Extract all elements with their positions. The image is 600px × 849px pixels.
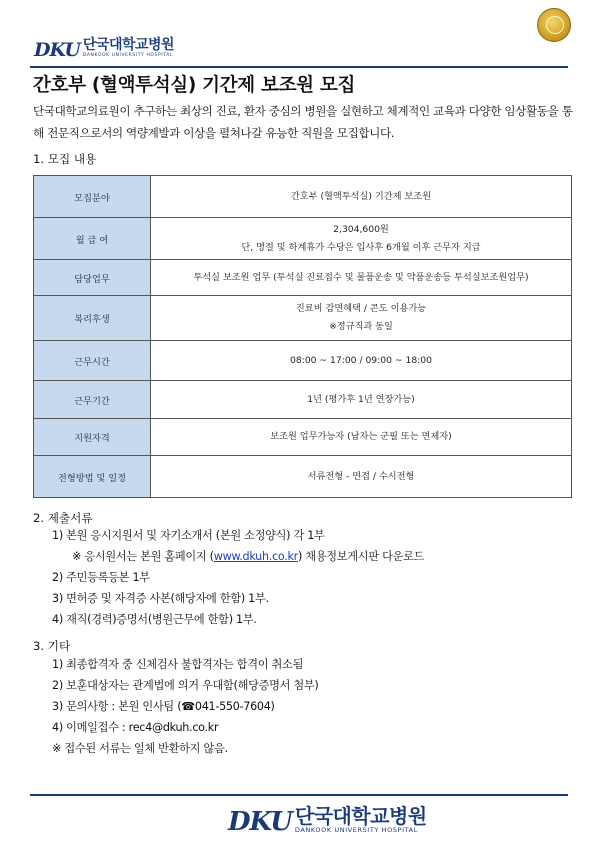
row-label: 모집분야 (34, 176, 151, 218)
row-value-line: 보조원 업무가능자 (남자는 군필 또는 면제자) (270, 431, 452, 442)
footer-logo (228, 804, 427, 837)
document-item: 1) 본원 응시지원서 및 자기소개서 (본원 소정양식) 각 1부 (52, 529, 325, 542)
email-item: 4) 이메일접수 : rec4@dkuh.co.kr (52, 721, 219, 734)
section-3-heading: 3. 기타 (33, 639, 71, 653)
row-value-line: 서류전형 - 면접 / 수시전형 (307, 470, 415, 482)
row-value-line: 2,304,600원 (333, 223, 389, 235)
page-title: 간호부 (혈액투석실) 기간제 보조원 모집 (33, 75, 356, 96)
table-row (34, 260, 572, 296)
table-row (34, 381, 572, 419)
row-label: 근무기간 (34, 381, 151, 419)
document-item: 3) 면허증 및 자격증 사본(해당자에 한함) 1부. (52, 592, 269, 605)
note-text: ) 채용정보게시판 다운로드 (297, 550, 425, 563)
logo-mark: DKU (228, 807, 292, 837)
table-row (34, 296, 572, 341)
row-value (151, 296, 572, 341)
recruitment-table (33, 175, 572, 498)
row-label: 지원자격 (34, 419, 151, 456)
logo-name: 단국대학교병원 (294, 804, 427, 828)
row-label: 전형방법 및 일정 (34, 456, 151, 498)
row-value-line: 08:00 ~ 17:00 / 09:00 ~ 18:00 (290, 354, 432, 366)
table-row (34, 419, 572, 456)
row-value (151, 419, 572, 456)
row-value (151, 456, 572, 498)
section-2-heading: 2. 제출서류 (33, 511, 93, 525)
other-item: 3) 문의사항 : 본원 인사팀 (☎041-550-7604) (52, 700, 275, 713)
document-item: 4) 재직(경력)증명서(병원근무에 한함) 1부. (52, 613, 257, 626)
row-value (151, 381, 572, 419)
row-value-line: 진료비 감면혜택 / 콘도 이용가능 (295, 303, 427, 314)
row-label: 담당업무 (34, 260, 151, 296)
other-list (52, 654, 318, 759)
row-value-line: 1년 (평가후 1년 연장가능) (307, 393, 415, 405)
homepage-link[interactable]: www.dkuh.co.kr (213, 550, 298, 563)
row-value-line: 투석실 보조원 업무 (투석실 진료접수 및 물품운송 및 약품운송등 투석실보조원업무) (193, 271, 529, 283)
table-row (34, 456, 572, 498)
row-value (151, 218, 572, 260)
document-item: 2) 주민등록등본 1부 (52, 571, 150, 584)
logo-subtitle: DANKOOK UNIVERSITY HOSPITAL (82, 53, 174, 58)
hospital-logo (34, 38, 174, 59)
row-label: 복리후생 (34, 296, 151, 341)
intro-paragraph: 단국대학교의료원이 추구하는 최상의 진료, 환자 중심의 병원을 실현하고 체계적인 교육과 다양한 임상활동을 통해 전문직으로서의 역량계발과 이상을 펼쳐나갈 유능한 직원을 모집합니다. (33, 104, 573, 140)
table-row (34, 341, 572, 381)
row-value (151, 260, 572, 296)
row-value-line: 단, 명절 및 하계휴가 수당은 입사후 6개월 이후 근무자 지급 (241, 241, 481, 253)
row-value-line: 간호부 (혈액투석실) 기간제 보조원 (290, 190, 432, 202)
table-row (34, 218, 572, 260)
return-note: ※ 접수된 서류는 일체 반환하지 않음. (52, 742, 228, 755)
other-item: 2) 보훈대상자는 관계법에 의거 우대함(해당증명서 첨부) (52, 679, 319, 692)
other-item: 1) 최종합격자 중 신체검사 불합격자는 합격이 취소됨 (52, 658, 304, 671)
row-label: 근무시간 (34, 341, 151, 381)
row-value (151, 176, 572, 218)
row-value-line: ※정규직과 동일 (329, 321, 393, 332)
top-divider (30, 66, 568, 68)
documents-list (52, 525, 424, 630)
section-1-heading: 1. 모집 내용 (33, 152, 97, 166)
row-label: 월 급 여 (34, 218, 151, 260)
bottom-divider (30, 794, 568, 796)
logo-mark: DKU (34, 39, 80, 61)
row-value (151, 341, 572, 381)
logo-subtitle: DANKOOK UNIVERSITY HOSPITAL (294, 826, 418, 834)
download-note (52, 546, 424, 567)
note-text: ※ 응시원서는 본원 홈페이지 ( (72, 550, 214, 563)
table-row (34, 176, 572, 218)
hospital-emblem-icon (537, 8, 571, 42)
logo-name: 단국대학교병원 (82, 37, 175, 53)
